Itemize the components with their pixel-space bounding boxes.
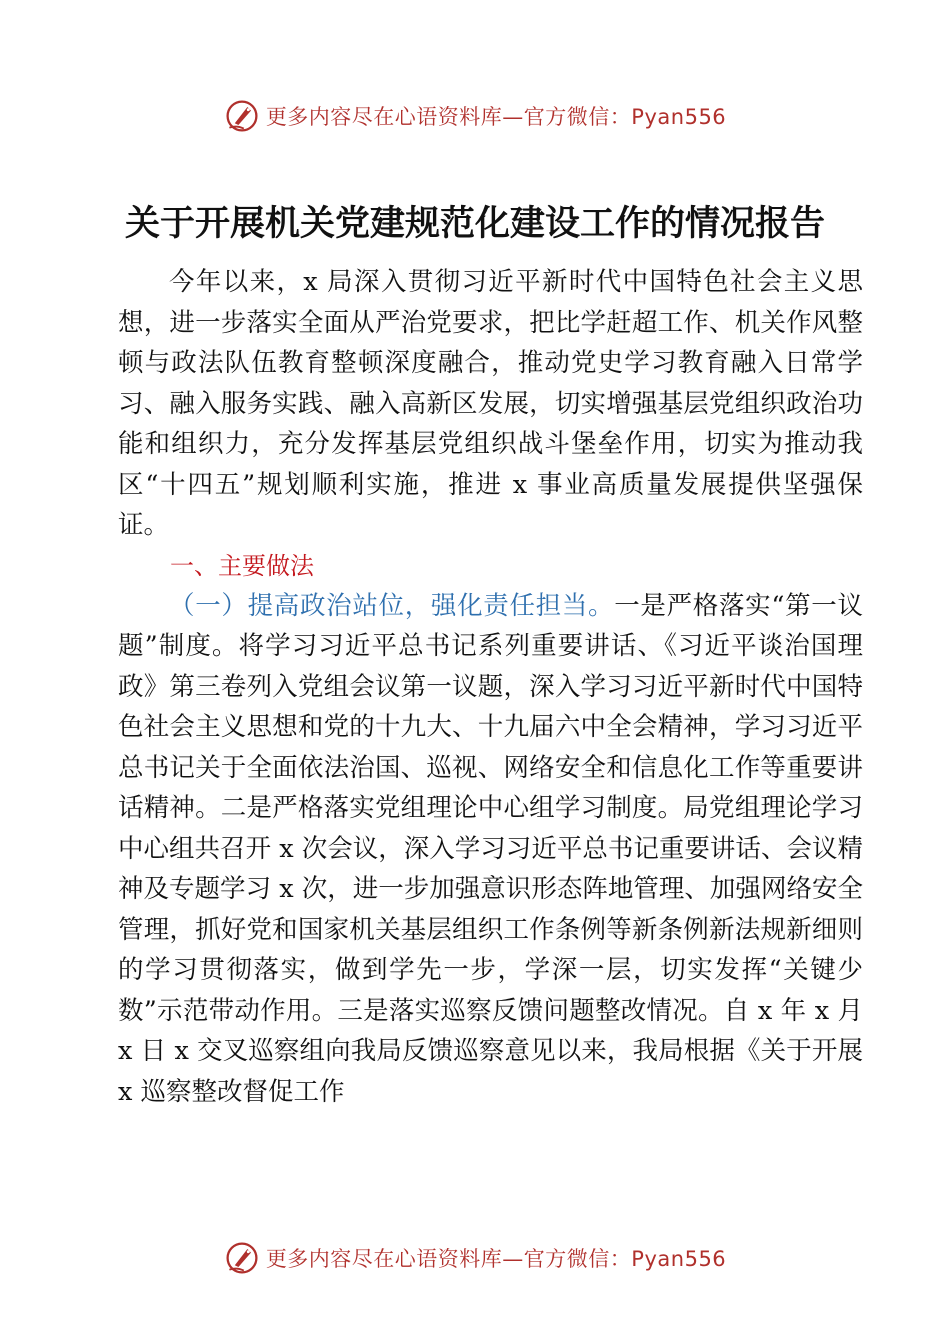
section-heading: 一、主要做法 bbox=[170, 551, 314, 580]
intro-paragraph: 今年以来，x 局深入贯彻习近平新时代中国特色社会主义思想，进一步落实全面从严治党要求，把比学赶超工作、机关作风整顿与政法队伍教育整顿深度融合，推动党史学习教育融入日常学习、融入服务实践、融入高新区发展，切实增强基层党组织政治功能和组织力，充分发挥基层党组织战斗堡垒作用，切实为推动我区“十四五”规划顺利实施，推进 x 事业高质量发展提供坚强保证。 bbox=[118, 267, 863, 540]
header-watermark bbox=[0, 96, 950, 136]
footer-watermark bbox=[0, 1238, 950, 1278]
subsection-body: 一是严格落实“第一议题”制度。将学习习近平总书记系列重要讲话、《习近平谈治国理政》第三卷列入党组会议第一议题，深入学习习近平新时代中国特色社会主义思想和党的十九大、十九届六中全会精神，学习习近平总书记关于全面依法治国、巡视、网络安全和信息化工作等重要讲话精神。二是严格落实党组理论中心组学习制度。局党组理论学习中心组共召开 x 次会议，深入学习习近平总书记重要讲话、会议精神及专题学习 x 次，进一步加强意识形态阵地管理、加强网络安全管理，抓好党和国家机关基层组织工作条例等新条例新法规新细则的学习贯彻落实，做到学先一步，学深一层，切实发挥“关键少数”示范带动作用。三是落实巡察反馈问题整改情况。自 x 年 x 月 x 日 x 交叉巡察组向我局反馈巡察意见以来，我局根据《关于开展 x 巡察整改督促工作 bbox=[118, 590, 863, 1107]
pen-nib-logo-icon bbox=[224, 98, 260, 134]
document-body bbox=[118, 262, 863, 1112]
document-title: 关于开展机关党建规范化建设工作的情况报告 bbox=[124, 204, 825, 244]
footer-watermark-text: 更多内容尽在心语资料库—官方微信：Pyan556 bbox=[265, 1247, 727, 1271]
header-watermark-text: 更多内容尽在心语资料库—官方微信：Pyan556 bbox=[265, 105, 727, 129]
pen-nib-logo-icon bbox=[224, 1240, 260, 1276]
subsection-heading: （一）提高政治站位，强化责任担当。 bbox=[169, 590, 615, 621]
section-paragraph bbox=[118, 586, 863, 1113]
